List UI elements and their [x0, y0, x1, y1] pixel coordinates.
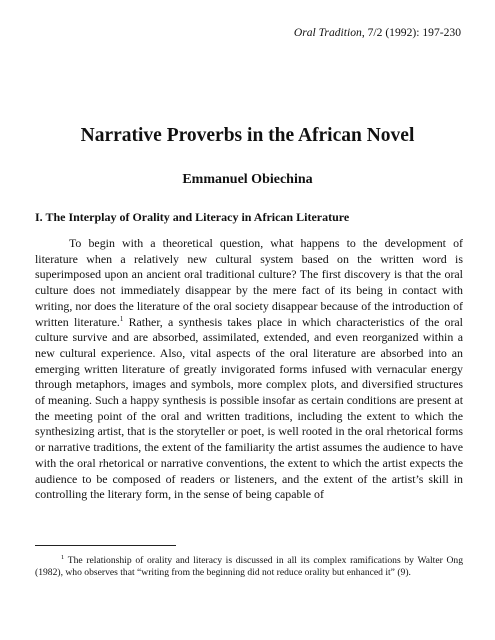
section-heading: I. The Interplay of Orality and Literacy in African Literature [35, 210, 350, 224]
body-paragraph [35, 236, 463, 503]
article-title: Narrative Proverbs in the African Novel [80, 125, 415, 146]
footnote-text: The relationship of orality and literacy is discussed in all its complex ramifications by Walter Ong (1982), who observes that “writing from the beginning did not reduce orality but enhanced it” (9). [35, 555, 463, 579]
footnote-reference: 1 [119, 314, 124, 323]
running-header [294, 26, 461, 40]
article-author: Emmanuel Obiechina [182, 172, 313, 187]
footnote-mark: 1 [61, 553, 65, 561]
journal-name: Oral Tradition [293, 26, 362, 39]
footnote-separator [35, 545, 176, 546]
footnote [35, 555, 463, 580]
journal-citation: , 7/2 (1992): 197-230 [361, 26, 461, 39]
paragraph-text-part-1: To begin with a theoretical question, what happens to the development of literature when a relatively new cultural system based on the written word is superimposed upon an ancient oral traditional culture? The first discovery is that the oral culture does not immediately disappear by the mere fact of its being in contact with writing, nor does the literature of the oral society disappear because of the introduction of written literature. [35, 236, 463, 329]
paragraph-text-part-2: Rather, a synthesis takes place in which characteristics of the oral culture survive and are absorbed, assimilated, extended, and even reorganized within a new cultural experience. Also, vital aspects of the oral literature are absorbed into an emerging written literature of greatly invigorated forms infused with vernacular energy through metaphors, images and symbols, more complex plots, and diversified structures of meaning. Such a happy synthesis is possible insofar as certain conditions are present at the meeting point of the oral and written traditions, including the extent to which the synthesizing artist, that is the storyteller or poet, is well rooted in the oral rhetorical forms or narrative traditions, the extent of the familiarity the artist assumes the audience to have with the oral rhetorical or narrative conventions, the extent to which the artist expects the audience to be composed of readers or listeners, and the extent of the artist’s skill in controlling the literary form, in the sense of being capable of [35, 314, 463, 502]
